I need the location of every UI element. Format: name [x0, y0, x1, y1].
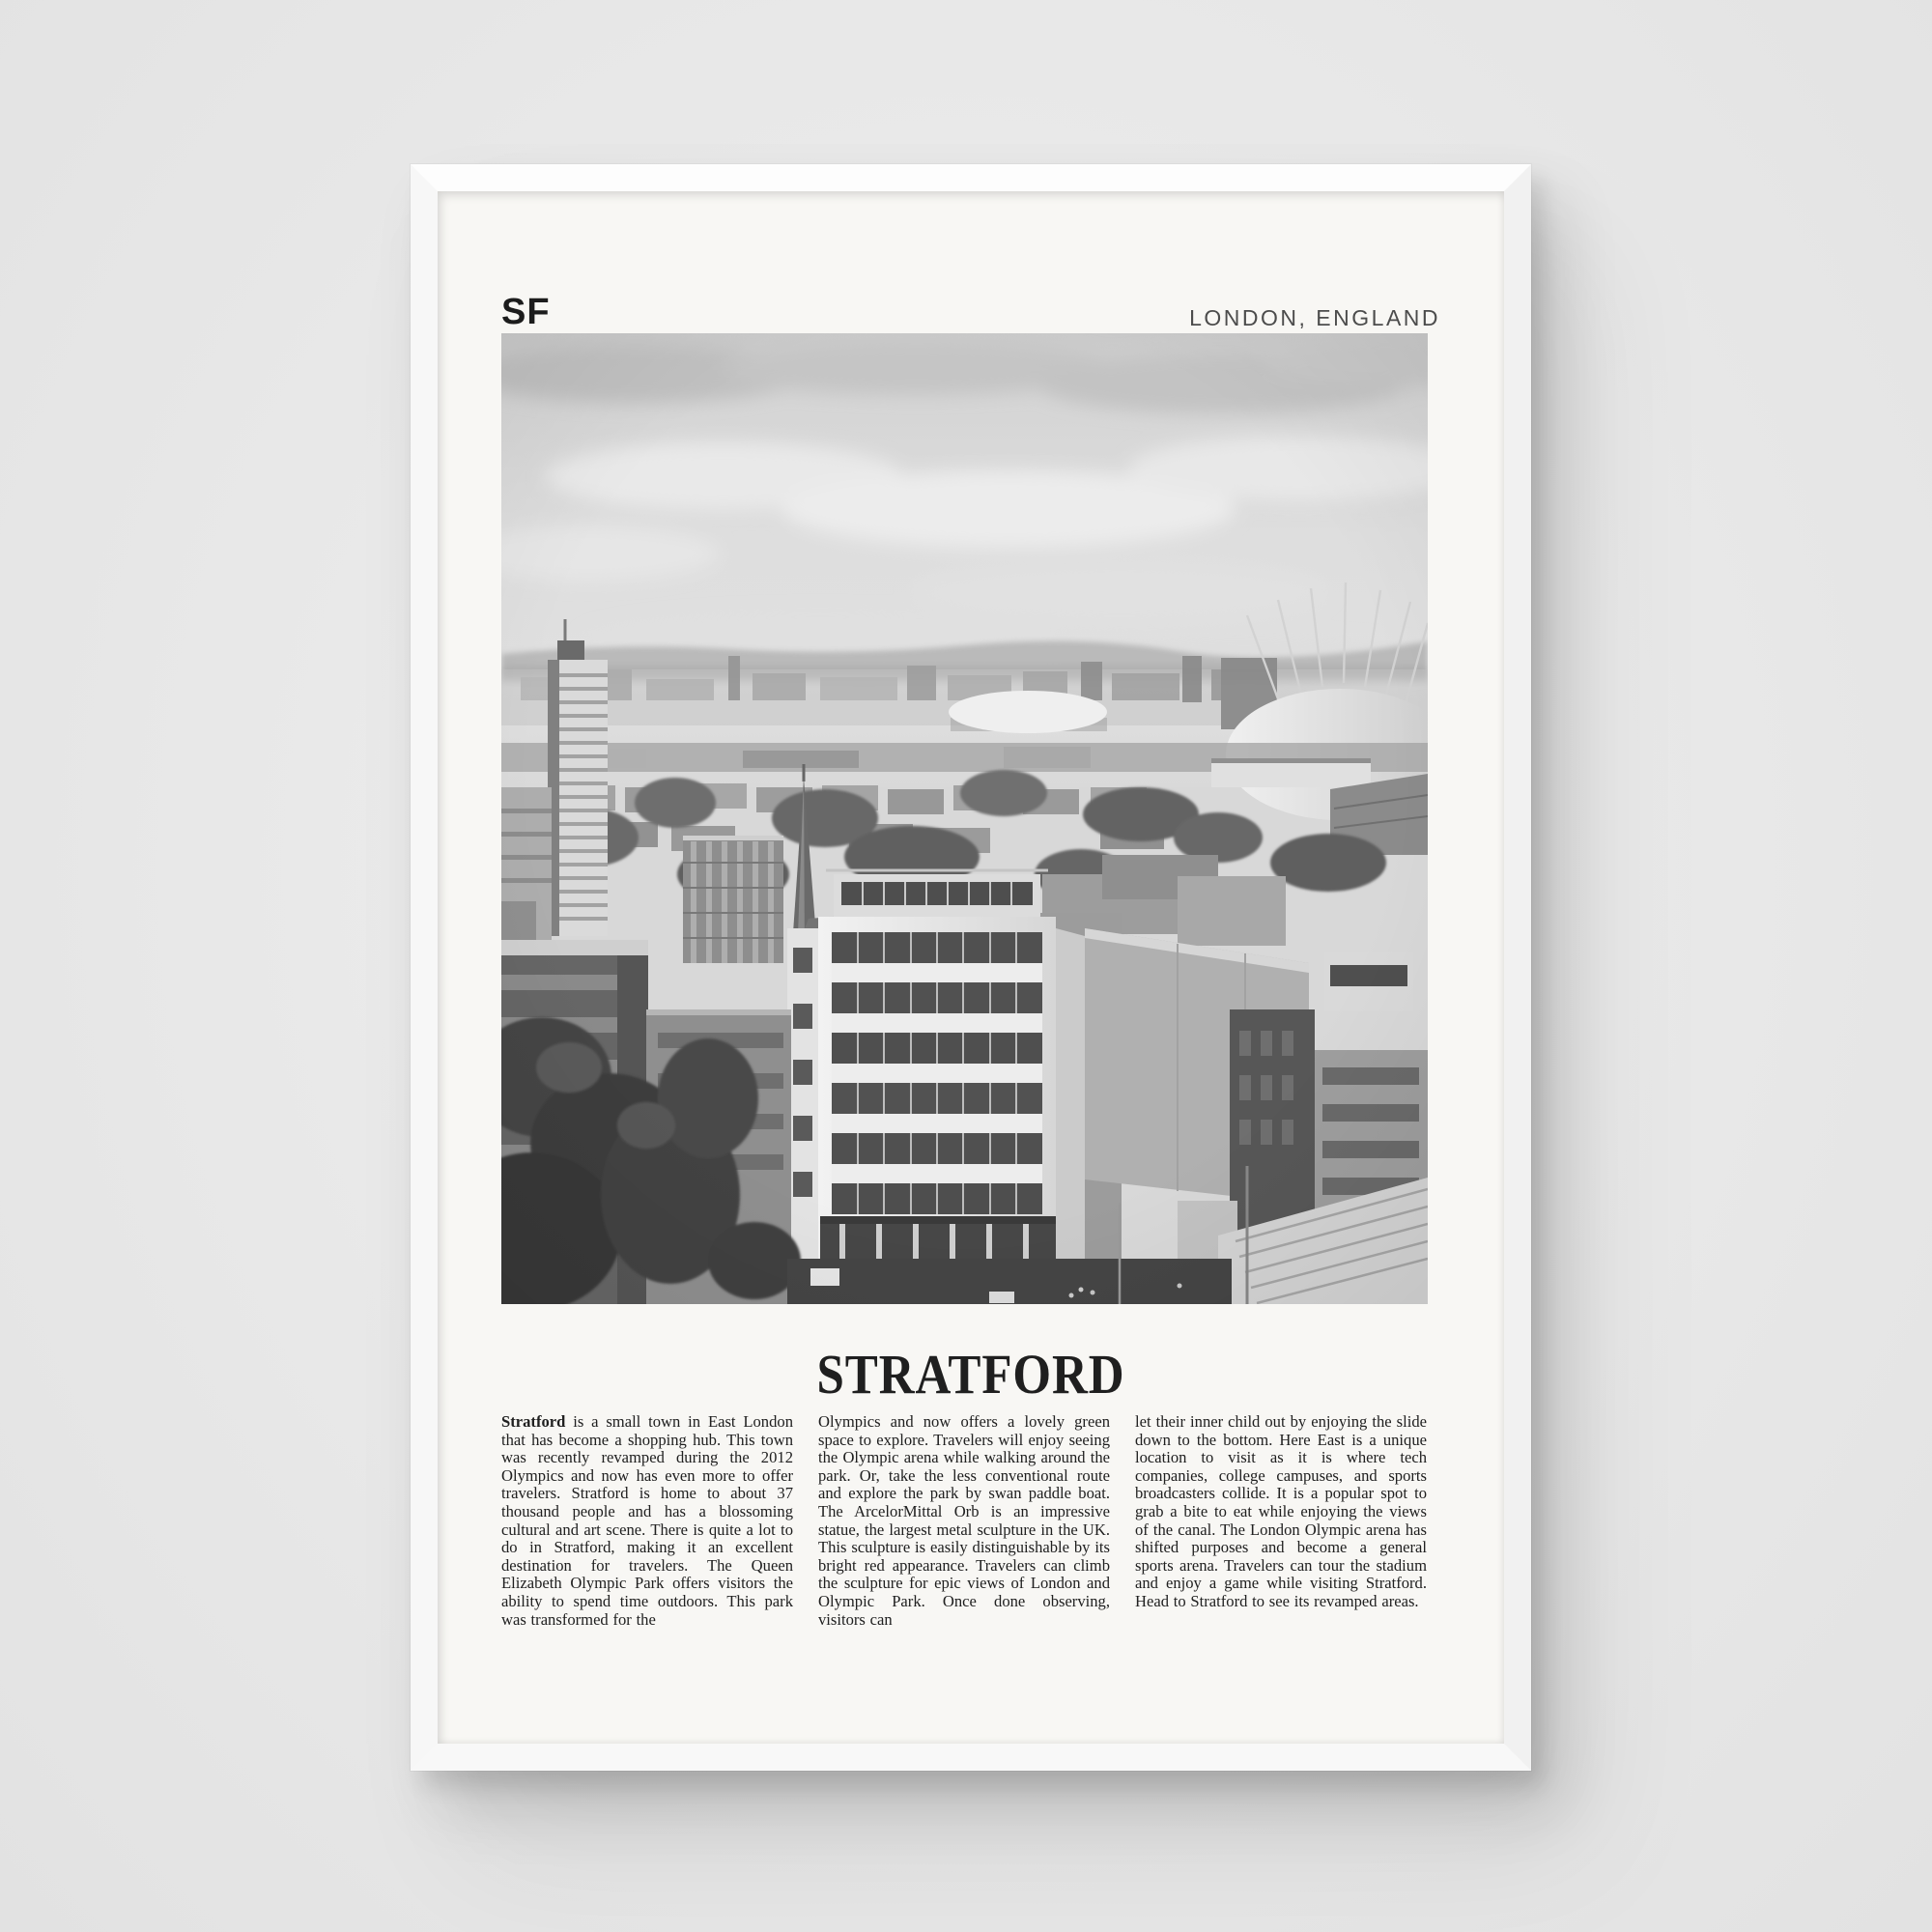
poster-header: [501, 286, 1440, 330]
article-column-1: [501, 1413, 793, 1703]
article-column-3: let their inner child out by enjoying the slide down to the bottom. Here East is a unique location to visit as it is where tech companies, college campuses, and sports broadcasters collide. It is a popular spot to grab a bite to eat while enjoying the views of the canal. The London Olympic arena has shifted purposes and become a general sports arena. Travelers can tour the stadium and enjoy a game while visiting Stratford. Head to Stratford to see its revamped areas.: [1135, 1412, 1427, 1610]
photo-vignette: [501, 333, 1428, 1304]
poster-paper: [438, 191, 1504, 1744]
location-label: LONDON, ENGLAND: [1189, 304, 1440, 330]
cityscape-photo: [501, 333, 1428, 1304]
picture-frame: [411, 164, 1531, 1771]
article-column-1-text: is a small town in East London that has become a shopping hub. This town was recently revamped during the 2012 Olympics and now has even more to offer travelers. Stratford is home to about 37 thousand people and has a blossoming cultural and art scene. There is quite a lot to do in Stratford, making it an excellent destination for travelers. The Queen Elizabeth Olympic Park offers visitors the ability to spend time outdoors. This park was transformed for the: [501, 1412, 793, 1629]
poster-title: STRATFORD: [816, 1343, 1125, 1406]
article-column-2: Olympics and now offers a lovely green space to explore. Travelers will enjoy seeing the Olympic arena while walking around the park. Or, take the less conventional route and explore the park by swan paddle boat. The ArcelorMittal Orb is an impressive statue, the largest metal sculpture in the UK. This sculpture is easily distinguishable by its bright red appearance. Travelers can climb the sculpture for epic views of London and Olympic Park. Once done observing, visitors can: [818, 1412, 1110, 1629]
article-text: [501, 1413, 1428, 1703]
cityscape-illustration: [501, 333, 1428, 1304]
city-initials: SF: [501, 292, 551, 332]
article-lead-word: Stratford: [501, 1412, 566, 1431]
